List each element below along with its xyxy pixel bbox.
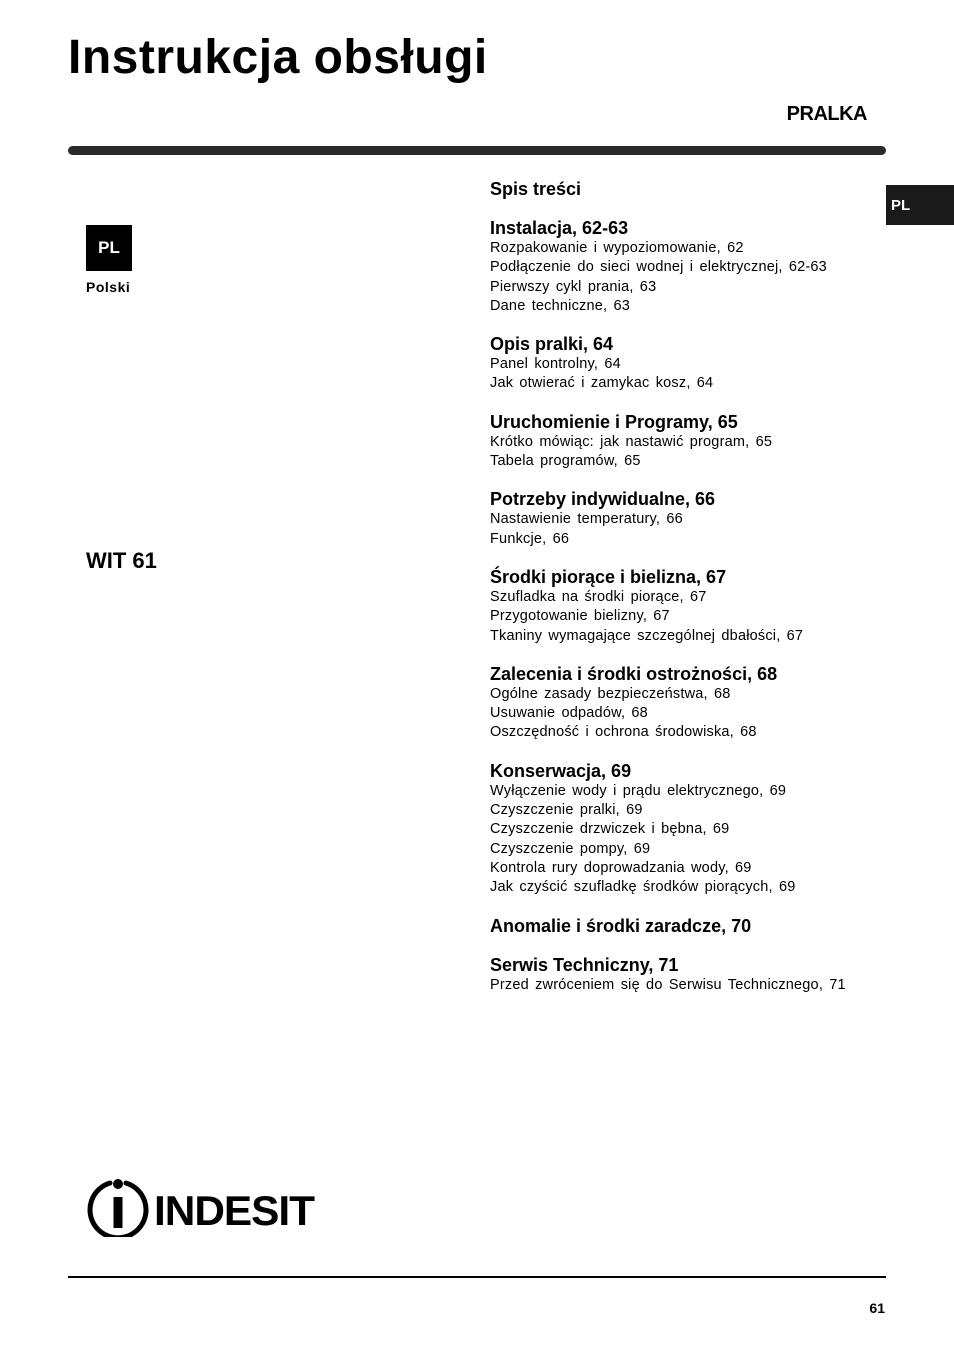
toc-section-title: Serwis Techniczny, 71	[490, 954, 679, 975]
toc-item: Podłączenie do sieci wodnej i elektrycznej, 62-63	[490, 259, 827, 276]
toc-section	[490, 663, 880, 743]
toc-section-title: Instalacja, 62-63	[490, 218, 629, 238]
toc-heading: Spis treści	[490, 179, 582, 199]
side-language-tab: PL	[886, 185, 954, 225]
toc-item: Panel kontrolny, 64	[490, 356, 621, 373]
toc-item-list	[490, 782, 880, 898]
toc-item: Rozpakowanie i wypoziomowanie, 62	[490, 240, 744, 256]
toc-item: Czyszczenie drzwiczek i bębna, 69	[490, 821, 730, 838]
toc-section-title: Zalecenia i środki ostrożności, 68	[490, 663, 778, 684]
toc-section	[490, 217, 880, 316]
logo-wordmark: INDESIT	[154, 1187, 316, 1234]
toc-item: Nastawienie temperatury, 66	[490, 511, 683, 528]
product-type: PRALKA	[786, 103, 867, 125]
toc-item-list	[490, 976, 880, 995]
header-divider	[68, 146, 886, 155]
model-name: WIT 61	[86, 548, 157, 573]
toc-item-list	[490, 355, 880, 394]
toc-item: Czyszczenie pompy, 69	[490, 840, 651, 857]
toc-item-list	[490, 588, 880, 646]
toc-sections	[490, 217, 880, 995]
toc-item: Ogólne zasady bezpieczeństwa, 68	[490, 685, 731, 702]
language-code-badge: PL	[86, 225, 132, 271]
toc-item: Przed zwróceniem się do Serwisu Technicznego, 71	[490, 976, 846, 993]
toc-item-list	[490, 685, 880, 743]
toc-item: Czyszczenie pralki, 69	[490, 802, 643, 819]
language-name: Polski	[86, 279, 131, 295]
toc-item: Tabela programów, 65	[490, 453, 641, 470]
page-title: Instrukcja obsługi	[68, 31, 488, 84]
toc-item: Pierwszy cykl prania, 63	[490, 278, 657, 295]
toc-item: Kontrola rury doprowadzania wody, 69	[490, 859, 752, 876]
toc-item: Przygotowanie bielizny, 67	[490, 608, 670, 625]
toc-item: Usuwanie odpadów, 68	[490, 705, 648, 722]
indesit-logo	[86, 1175, 316, 1237]
table-of-contents	[490, 178, 880, 1012]
toc-section-title: Środki piorące i bielizna, 67	[490, 566, 727, 587]
toc-item: Funkcje, 66	[490, 530, 570, 547]
toc-item-list	[490, 239, 880, 316]
toc-section	[490, 760, 880, 898]
toc-section	[490, 488, 880, 549]
toc-section-title: Potrzeby indywidualne, 66	[490, 489, 716, 510]
toc-item: Jak czyścić szufladkę środków piorących, 69	[490, 879, 796, 896]
toc-section	[490, 954, 880, 995]
toc-section	[490, 333, 880, 394]
toc-section	[490, 411, 880, 472]
page-number: 61	[869, 1300, 885, 1316]
toc-section	[490, 566, 880, 646]
toc-item-list	[490, 433, 880, 472]
toc-item: Tkaniny wymagające szczególnej dbałości, 67	[490, 627, 804, 644]
toc-section	[490, 915, 880, 937]
toc-section-title: Opis pralki, 64	[490, 334, 614, 355]
toc-item: Oszczędność i ochrona środowiska, 68	[490, 724, 757, 741]
toc-item: Wyłączenie wody i prądu elektrycznego, 69	[490, 782, 787, 799]
footer-divider	[68, 1276, 886, 1278]
indesit-i-logo-icon	[90, 1179, 146, 1237]
toc-section-title: Konserwacja, 69	[490, 760, 632, 781]
toc-item: Krótko mówiąc: jak nastawić program, 65	[490, 433, 773, 450]
toc-section-title: Uruchomienie i Programy, 65	[490, 411, 738, 432]
toc-item: Szufladka na środki piorące, 67	[490, 588, 707, 605]
toc-item: Jak otwierać i zamykac kosz, 64	[490, 375, 714, 392]
toc-section-title: Anomalie i środki zaradcze, 70	[490, 915, 752, 936]
toc-item: Dane techniczne, 63	[490, 297, 630, 314]
toc-item-list	[490, 510, 880, 549]
